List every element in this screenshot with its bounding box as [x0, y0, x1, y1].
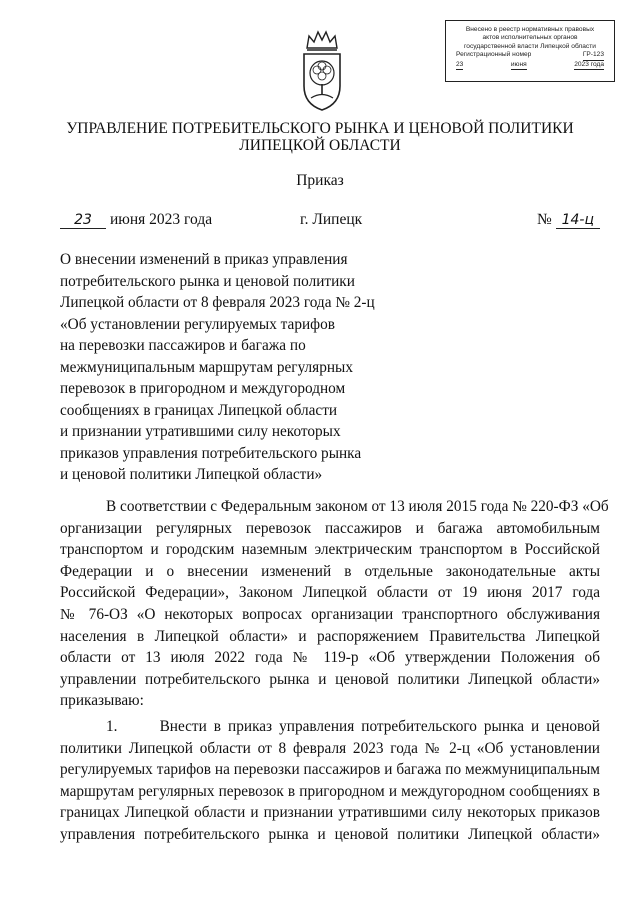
subject-line: «Об установлении регулируемых тарифов [60, 315, 335, 333]
subject-line: приказов управления потребительского рынка [60, 444, 362, 462]
paragraph-line: Федерации и о внесении изменений в отдельные законодательные акты [60, 562, 600, 580]
stamp-line: актов исполнительных органов [482, 34, 578, 42]
paragraph-line: 1. Внести в приказ управления потребительского рынка и ценовой [106, 718, 600, 735]
stamp-reg-label: Регистрационный номер [456, 51, 532, 59]
paragraph-line: управления потребительского рынка и ценовой политики Липецкой области» [60, 825, 600, 843]
preamble-paragraph [60, 496, 609, 712]
subject-line: потребительского рынка и ценовой политики [60, 272, 355, 290]
paragraph-line: В соответствии с Федеральным законом от 13 июля 2015 года № 220-ФЗ «Об [106, 498, 609, 515]
item-1-paragraph [60, 716, 600, 846]
document-subject [60, 249, 400, 486]
stamp-line: государственной власти Липецкой области [464, 42, 596, 50]
coat-of-arms-icon [299, 28, 345, 114]
paragraph-line: границах Липецкой области и признании утратившими силу некоторых приказов [60, 804, 600, 822]
subject-line: межмуниципальным маршрутам регулярных [60, 358, 353, 376]
document-date [60, 211, 212, 229]
paragraph-line: транспортом и городским наземным электрическим транспортом в Российской [60, 541, 600, 559]
paragraph-line: управлении потребительского рынка и ценовой политики Липецкой области» [60, 670, 600, 688]
paragraph-line: Российской Федерации», Законом Липецкой области от 19 июня 2017 года [60, 584, 600, 602]
paragraph-line: организации регулярных перевозок пассажиров и багажа автомобильным [60, 519, 600, 537]
document-number [537, 211, 600, 229]
stamp-year: 2023 года [574, 61, 604, 70]
registration-stamp [445, 20, 615, 82]
authority-line: УПРАВЛЕНИЕ ПОТРЕБИТЕЛЬСКОГО РЫНКА И ЦЕНОВОЙ ПОЛИТИКИ [66, 120, 574, 137]
subject-line: Липецкой области от 8 февраля 2023 года № 2-ц [60, 294, 375, 311]
document-type: Приказ [296, 172, 344, 189]
paragraph-line: приказываю: [60, 692, 144, 710]
subject-line: перевозок в пригородном и междугородном [60, 380, 346, 397]
paragraph-line: № 76-ОЗ «О некоторых вопросах организации транспортного обслуживания [60, 605, 600, 623]
paragraph-line: маршрутам регулярных перевозок в пригородном и междугородном сообщениях в [60, 782, 600, 800]
paragraph-line: области от 13 июля 2022 года № 119-р «Об утверждении Положения об [60, 649, 600, 667]
date-text: июня 2023 года [110, 211, 213, 228]
paragraph-line: политики Липецкой области от 8 февраля 2023 года № 2-ц «Об установлении [60, 739, 600, 757]
stamp-line: Внесено в реестр нормативных правовых [465, 26, 595, 33]
stamp-reg-number: ГР-123 [583, 51, 604, 60]
number-sign: № [537, 211, 552, 228]
handwritten-number: 14-ц [556, 212, 600, 229]
document-city: г. Липецк [300, 211, 363, 228]
subject-line: сообщениях в границах Липецкой области [60, 401, 338, 419]
subject-line: на перевозки пассажиров и багажа по [60, 337, 306, 354]
subject-line: и признании утратившими силу некоторых [60, 423, 341, 440]
paragraph-line: регулируемых тарифов на перевозки пассажиров и багажа по межмуниципальным [60, 761, 600, 779]
stamp-day: 23 [456, 61, 463, 70]
subject-line: и ценовой политики Липецкой области» [60, 466, 323, 483]
subject-line: О внесении изменений в приказ управления [60, 251, 348, 268]
handwritten-day: 23 [60, 212, 106, 229]
authority-line: ЛИПЕЦКОЙ ОБЛАСТИ [239, 137, 401, 154]
paragraph-line: населения в Липецкой области» и распоряжением Правительства Липецкой [60, 627, 600, 645]
stamp-month: июня [511, 61, 527, 70]
